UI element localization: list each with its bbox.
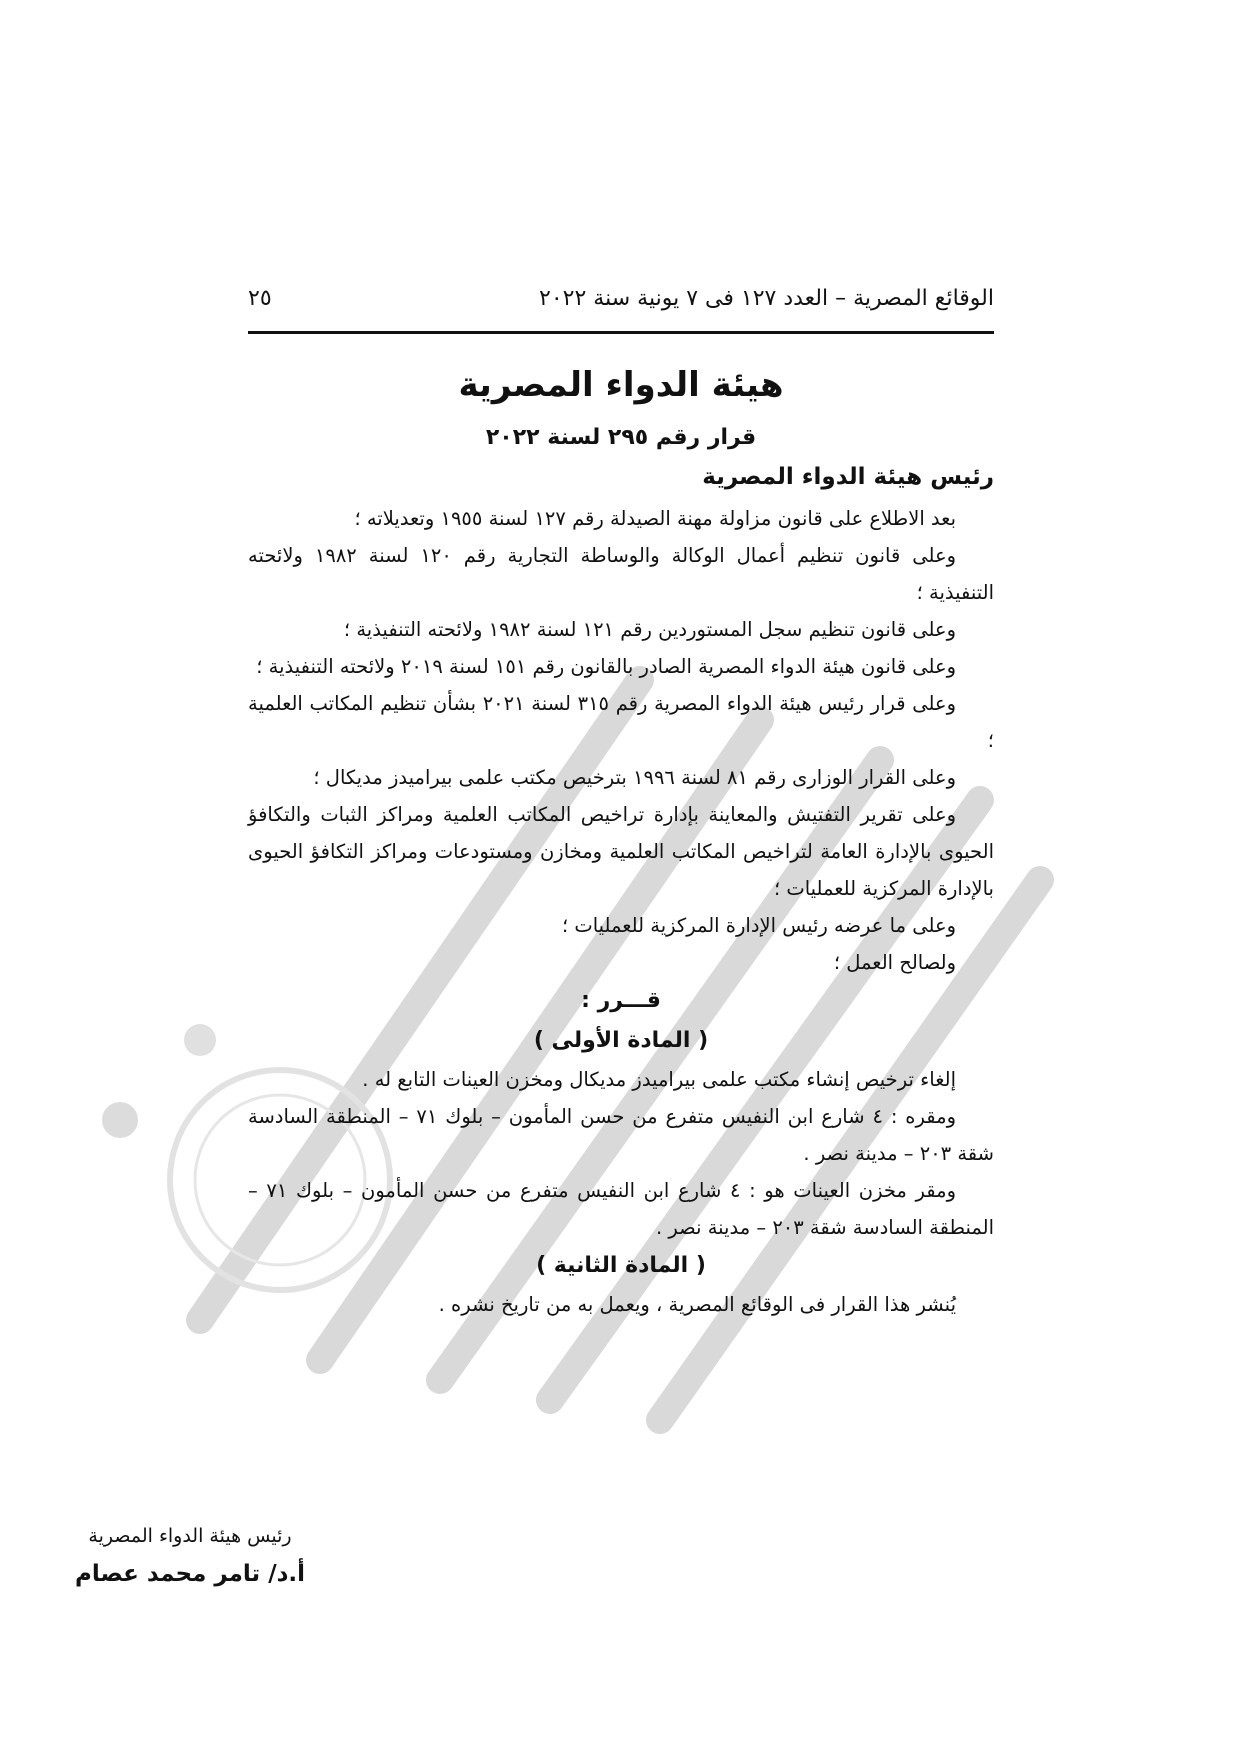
article-1-paragraph: إلغاء ترخيص إنشاء مكتب علمى بيراميدز مديكال ومخزن العينات التابع له . — [362, 1068, 956, 1091]
article-1-heading: ( المادة الأولى ) — [533, 1028, 709, 1053]
decree-body — [248, 500, 994, 1323]
article-2-paragraph: يُنشر هذا القرار فى الوقائع المصرية ، ويعمل به من تاريخ نشره . — [438, 1293, 956, 1316]
authority-title: هيئة الدواء المصرية — [458, 365, 784, 405]
decree-title: قرار رقم ٢٩٥ لسنة ٢٠٢٢ — [485, 425, 757, 450]
preamble-item: وعلى ما عرضه رئيس الإدارة المركزية للعمليات ؛ — [561, 914, 956, 937]
signature-name: أ.د/ تامر محمد عصام — [74, 1561, 306, 1587]
preamble-item: وعلى قانون تنظيم أعمال الوكالة والوساطة التجارية رقم ١٢٠ لسنة ١٩٨٢ ولائحته التنفيذية ؛ — [248, 544, 994, 604]
running-header — [248, 286, 994, 311]
article-1-paragraph: ومقره : ٤ شارع ابن النفيس متفرع من حسن المأمون – بلوك ٧١ – المنطقة السادسة شقة ٢٠٣ – مدينة نصر . — [248, 1105, 994, 1165]
issuer-heading: رئيس هيئة الدواء المصرية — [702, 464, 994, 490]
page-number: ٢٥ — [248, 286, 272, 311]
preamble-item: وعلى قانون تنظيم سجل المستوردين رقم ١٢١ لسنة ١٩٨٢ ولائحته التنفيذية ؛ — [343, 618, 956, 641]
preamble-item: وعلى تقرير التفتيش والمعاينة بإدارة تراخيص المكاتب العلمية ومراكز الثبات والتكافؤ الحيوى بالإدارة العامة لتراخيص المكاتب العلمية ومخازن ومستودعات ومراكز التكافؤ الحيوى بالإدارة المركزية للعمليات ؛ — [248, 803, 994, 900]
header-rule — [248, 331, 994, 334]
preamble-item: وعلى قانون هيئة الدواء المصرية الصادر بالقانون رقم ١٥١ لسنة ٢٠١٩ ولائحته التنفيذية ؛ — [256, 655, 956, 678]
article-1-paragraph: ومقر مخزن العينات هو : ٤ شارع ابن النفيس متفرع من حسن المأمون – بلوك ٧١ – المنطقة السادسة شقة ٢٠٣ – مدينة نصر . — [248, 1179, 994, 1239]
article-2-heading: ( المادة الثانية ) — [536, 1253, 706, 1278]
preamble-item: وعلى القرار الوزارى رقم ٨١ لسنة ١٩٩٦ بترخيص مكتب علمى بيراميدز مديكال ؛ — [313, 766, 956, 789]
signature-block — [40, 1518, 340, 1594]
decided-label: قـــرر : — [581, 988, 661, 1013]
signature-title: رئيس هيئة الدواء المصرية — [88, 1525, 292, 1547]
running-title: الوقائع المصرية – العدد ١٢٧ فى ٧ يونية سنة ٢٠٢٢ — [539, 286, 994, 311]
preamble-item: وعلى قرار رئيس هيئة الدواء المصرية رقم ٣١٥ لسنة ٢٠٢١ بشأن تنظيم المكاتب العلمية ؛ — [248, 692, 994, 752]
preamble-item: بعد الاطلاع على قانون مزاولة مهنة الصيدلة رقم ١٢٧ لسنة ١٩٥٥ وتعديلاته ؛ — [354, 507, 956, 530]
preamble-item: ولصالح العمل ؛ — [833, 951, 956, 974]
